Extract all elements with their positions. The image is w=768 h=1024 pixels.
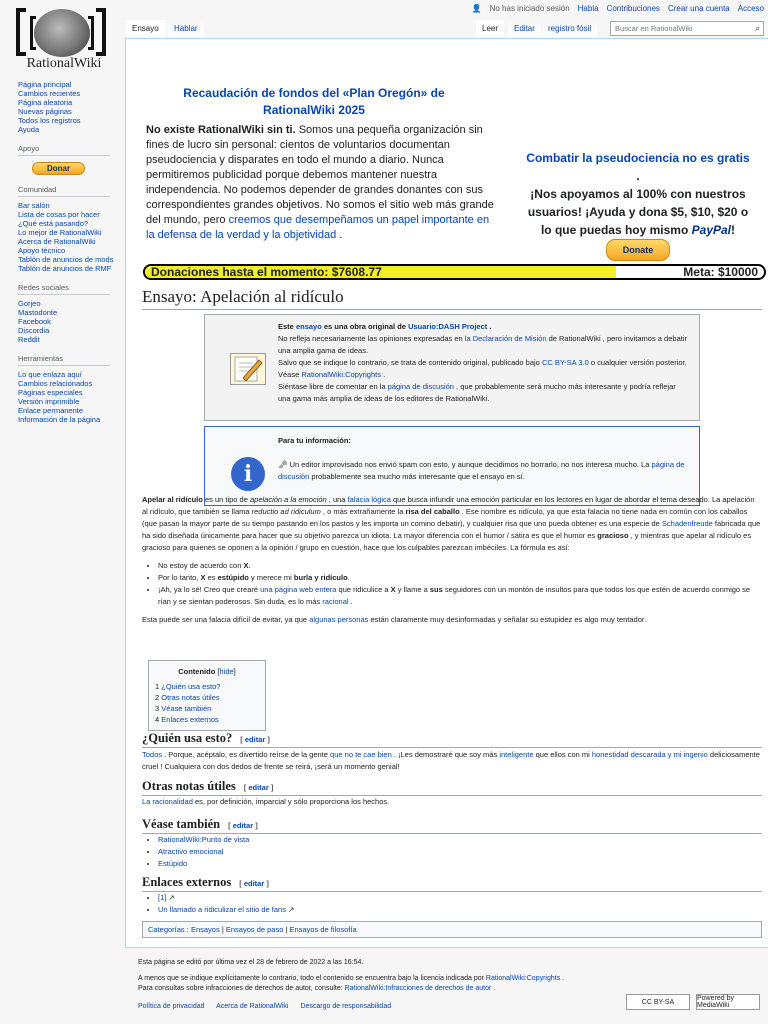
section-title: ¿Quién usa esto? (142, 731, 233, 745)
fundraiser-intro-text: Somos una pequeña organización sin fines de lucro sin personal: cientos de voluntarios documentan pseudociencia y disparates en todo el mundo a diario. Nunca permitiremos publicidad porque debemos mantener nuestra independencia. No podemos depender de grandes donantes con sus correspondientes grandes objetivos. No somos el sitio web más grande del mundo, pero (146, 124, 494, 226)
notice-text: Este (278, 322, 296, 331)
list-item (158, 834, 762, 846)
external-link-icon: ↗ (166, 893, 175, 902)
mediawiki-badge[interactable] (696, 994, 760, 1010)
sidebar-item[interactable]: Página aleatoria (18, 98, 73, 107)
section-heading-external: Enlaces externos [ editar ] (142, 875, 762, 892)
external-link[interactable]: Un llamado a ridiculizar el sitio de fans (158, 905, 286, 914)
toc-link[interactable]: Véase también (161, 704, 212, 713)
sidebar-item[interactable]: Tablón de anuncios de mods (18, 255, 114, 264)
section-title: Enlaces externos (142, 875, 232, 889)
text: y merece mi (248, 573, 294, 582)
talk-page-link[interactable]: página de discusión (387, 382, 454, 391)
sidebar-heading: Apoyo (18, 144, 110, 156)
toc-title: Contenido (178, 667, 216, 676)
license-link[interactable]: CC BY-SA 3.0 (541, 358, 589, 367)
list-item: • No estoy de acuerdo con X. (158, 560, 762, 572)
sidebar-support (18, 144, 124, 175)
sidebar-item[interactable]: Reddit (18, 335, 40, 344)
talk-page-link[interactable]: página de discusión (278, 460, 685, 481)
page-title: Ensayo: Apelación al ridículo (142, 287, 762, 310)
sidebar-heading: Redes sociales (18, 283, 110, 295)
section-title: Véase también (142, 817, 221, 831)
text: A menos que se indique explícitamente lo contrario, todo el contenido se encuentra bajo la licencia indicada por (138, 975, 486, 982)
sidebar-item[interactable]: Cambios relacionados (18, 379, 93, 388)
donation-raised-label: Donaciones hasta el momento: $7608.77 (151, 265, 382, 279)
personal-tools (472, 4, 764, 13)
article-link[interactable]: honestidad descarada y mi ingenio (591, 750, 708, 759)
notice-text: Salvo que se indique lo contrario, se trata de contenido original, publicado bajo (278, 358, 542, 367)
sidebar-item[interactable]: Información de la página (18, 415, 101, 424)
text: que busca infundir una emoción particular en los lectores en lugar de abordar el tema deseado. La apelación al ridículo, que también se llama (142, 495, 755, 516)
text: están claramente muy desinformadas y señalar su estupidez es algo muy tentador. (368, 615, 647, 624)
main-content (125, 38, 768, 948)
term: X (243, 561, 249, 570)
tab-edit[interactable]: Editar (508, 20, 541, 38)
text: deliciosamente cruel ! Cualquiera con dos dedos de frente se reirá, ¡será un momento genial! (142, 750, 760, 771)
section-heading-notes: Otras notas útiles [ editar ] (142, 779, 762, 796)
list-item (158, 858, 762, 870)
mission-link[interactable]: la Declaración de Misión (464, 334, 547, 343)
anon-status: No has iniciado sesión (489, 4, 570, 13)
sidebar-navigation (18, 80, 124, 134)
fundraiser-intro-link[interactable]: creemos que desempeñamos un papel importante en la defensa de la verdad y la objetividad (146, 214, 490, 241)
section-edit-link[interactable]: editar (248, 783, 269, 792)
section-edit-link[interactable]: editar (244, 735, 266, 744)
section-edit-link[interactable]: editar (232, 821, 254, 830)
paypal-logo: PayPal (691, 223, 732, 237)
toc-link[interactable]: ¿Quién usa esto? (161, 682, 221, 691)
term: X (200, 573, 206, 582)
term: apelación a la emoción (249, 495, 327, 504)
section-see-also-body (142, 834, 762, 870)
text: ¡Ah, ya lo sé! Creo que crearé (158, 585, 261, 594)
toc-number: 3 (155, 704, 160, 713)
term: X (390, 585, 396, 594)
license-info: A menos que se indique explícitamente lo contrario, todo el contenido se encuentra bajo la licencia indicada por RationalWiki:Copyrights . Para consultas sobre infracciones de derechos de autor, consulte: RationalWiki:Infracciones de derechos de autor . (138, 975, 565, 992)
see-also-link[interactable]: Estúpido (158, 859, 188, 868)
paypal-donate-button[interactable]: Donate (606, 239, 671, 261)
sidebar-item[interactable]: Lo mejor de RationalWiki (18, 228, 102, 237)
term: sus (429, 585, 443, 594)
essay-link[interactable]: ensayo (295, 322, 322, 331)
logo-bracket-inner-right (88, 16, 94, 50)
donate-button[interactable]: Donar (32, 162, 85, 175)
article-link[interactable]: algunas personas (309, 615, 369, 624)
fyi-heading: Para tu información: (278, 436, 351, 445)
toc-item[interactable] (155, 714, 259, 725)
toc-header: Contenido [hide] (178, 667, 236, 676)
sidebar-item[interactable]: Acerca de RationalWiki (18, 237, 96, 246)
tab-read[interactable]: Leer (476, 20, 504, 38)
mediawiki-badge-text: Powered by MediaWiki (697, 995, 734, 1009)
logo-bracket-left (16, 8, 26, 56)
text: y llame a (395, 585, 430, 594)
category-bar: Categorías : Ensayos | Ensayos de paso | Ensayos de filosofía (142, 921, 762, 938)
create-account-link[interactable]: Crear una cuenta (667, 4, 730, 13)
essay-notice-text: Este ensayo es una obra original de Usuario:DASH Project . No refleja necesariamente las opiniones expresadas en la Declaración de Misión de RationalWiki , pero invitamos a debatir una amplia gama de ideas. Salvo que se indique lo contrario, se trata de contenido original, publicado bajo CC BY-SA 3.0 o cualquier versión posterior. Véase RationalWiki:Copyrights . Siéntase libre de comentar en la página de discusión , que probablemente será mucho más interesante y podría reflejar una gama más amplia de ideas de los editores de RationalWiki. (278, 322, 687, 403)
toc-link[interactable]: Otras notas útiles (161, 693, 220, 702)
term: burla y ridículo (293, 573, 348, 582)
category-link[interactable]: Ensayos (190, 925, 220, 934)
license-link[interactable]: RationalWiki:Copyrights (485, 975, 561, 982)
toc-number: 4 (155, 715, 160, 724)
logo-bracket-right (96, 8, 106, 56)
user-icon: 👤 (471, 4, 482, 13)
toc-number: 2 (155, 693, 160, 702)
login-link[interactable]: Acceso (737, 4, 764, 13)
list-item: • ¡Ah, ya lo sé! Creo que crearé una página web entera que ridiculice a X y llame a sus seguidores con un montón de insultos para que todos los que estén de acuerdo conmigo se rían y se sientan poderosos. Sin duda, es lo más racional . (158, 584, 762, 608)
sidebar-item[interactable]: Apoyo técnico (18, 246, 66, 255)
section-who-body (142, 749, 762, 773)
text: es (205, 573, 218, 582)
sidebar-item[interactable]: Cambios recientes (18, 89, 81, 98)
sidebar-item[interactable]: Facebook (18, 317, 51, 326)
term: gracioso (597, 531, 629, 540)
see-also-link[interactable]: Atractivo emocional (158, 847, 224, 856)
appeal-text: ¡Nos apoyamos al 100% con nuestros usuarios! ¡Ayuda y dona $5, $10, $20 o lo que puedas hoy mismo (527, 187, 749, 237)
text: Para consultas sobre infracciones de derechos de autor, consulte: (138, 985, 345, 992)
sidebar-item[interactable]: Tablón de anuncios de RMF (18, 264, 112, 273)
donation-goal-label: Meta: $10000 (683, 265, 758, 279)
sidebar-item[interactable]: Todos los registros (18, 116, 81, 125)
section-notes-body (142, 796, 762, 808)
logo-wordmark: RationalWiki (26, 56, 102, 71)
sidebar-item[interactable]: Gorjeo (18, 299, 41, 308)
sidebar-item[interactable]: Bar salón (18, 201, 50, 210)
notice-text: Siéntase libre de comentar en la (278, 382, 388, 391)
sidebar-heading: Comunidad (18, 185, 110, 197)
list-item (158, 846, 762, 858)
fyi-text: probablemente sea mucho más interesante que el ensayo en sí. (309, 472, 525, 481)
text: es un tipo de (202, 495, 250, 504)
notice-text: de RationalWiki , pero invitamos a debatir una amplia gama de ideas. (278, 334, 687, 355)
disclaimer-link[interactable]: Descargo de responsabilidad (300, 1003, 392, 1010)
paragraph (142, 614, 762, 626)
footer-badges (626, 994, 760, 1010)
text: . Ese nombre es ridículo, ya que esta falacia no tiene nada en común con los caballos (que pasan la mayor parte de su tiempo pastando en los pastos y les importa un comino debatir), y cualquier risa que uno pueda obtener es una especie de (142, 507, 748, 528)
cc-license-badge[interactable] (626, 994, 690, 1010)
section-external-body (142, 892, 762, 916)
text: , y mientras que apelar al ridículo es gracioso para quienes se oponen a la opinión / grupo en cuestión, hace que los culpables parezcan imbéciles. La fórmula es así: (142, 531, 752, 552)
infringement-link[interactable]: RationalWiki:Infracciones de derechos de autor (344, 985, 492, 992)
toc-link[interactable]: Enlaces externos (161, 715, 219, 724)
sidebar-social (18, 283, 124, 344)
fundraiser-intro: No existe RationalWiki sin ti. Somos una pequeña organización sin fines de lucro sin personal: cientos de voluntarios documentan pseudociencia y disparates en todo el mundo a diario. Nunca permitiremos publicidad porque debemos mantener nuestra independencia. No podemos depender de grandes donantes con sus correspondientes grandes objetivos. No somos el sitio web más grande del mundo, pero creemos que desempeñamos un papel importante en la defensa de la verdad y la objetividad . (146, 124, 494, 241)
sidebar-item[interactable]: Lista de cosas por hacer (18, 210, 100, 219)
site-logo[interactable] (14, 6, 114, 70)
list-item (158, 904, 762, 916)
toc-number: 1 (155, 682, 160, 691)
text: . Porque, acéptalo, es divertido reírse de la gente (162, 750, 331, 759)
talk-link[interactable]: Habla (577, 4, 599, 13)
last-edited: Esta página se editó por última vez el 28 de febrero de 2022 a las 16:54. (138, 959, 364, 966)
cc-badge-text: CC BY-SA (641, 998, 675, 1006)
external-link[interactable]: [1] (158, 893, 167, 902)
term: risa del caballo (405, 507, 460, 516)
article-link[interactable]: Schadenfreude (661, 519, 713, 528)
toc-item[interactable] (155, 692, 259, 703)
sidebar-item[interactable]: Enlace permanente (18, 406, 84, 415)
list-item (158, 892, 762, 904)
article-link[interactable]: que no te cae bien (330, 750, 392, 759)
formula-list (158, 560, 762, 608)
sidebar-item[interactable]: Discordia (18, 326, 50, 335)
toc-hide-link[interactable]: hide (219, 667, 234, 676)
text: . ¡Les demostraré que soy más (391, 750, 500, 759)
fundraiser-appeal: Combatir la pseudociencia no es gratis . ¡Nos apoyamos al 100% con nuestros usuarios! ¡Ayuda y dona $5, $10, $20 o lo que puedas hoy mismo PayPal! Donate (524, 149, 752, 261)
search-placeholder: Buscar en RationalWiki (615, 24, 693, 33)
categories-link[interactable]: Categorías (148, 925, 185, 934)
sidebar-heading: Herramientas (18, 354, 110, 366)
info-icon: i (231, 457, 265, 491)
article-link[interactable]: racional (322, 597, 349, 606)
sidebar-item[interactable]: Ayuda (18, 125, 40, 134)
tab-essay[interactable]: Ensayo (126, 20, 165, 38)
section-title: Otras notas útiles (142, 779, 236, 793)
sidebar-community (18, 185, 124, 273)
pseudoscience-link[interactable]: Combatir la pseudociencia no es gratis (526, 151, 750, 165)
notice-text: o cualquier versión posterior. Véase (278, 358, 687, 379)
sidebar-tools (18, 354, 124, 424)
toc-item[interactable] (155, 681, 259, 692)
text: , una (326, 495, 348, 504)
text: Esta puede ser una falacia difícil de evitar, ya que (142, 615, 310, 624)
category-link[interactable]: Ensayos de paso (225, 925, 284, 934)
see-also-link[interactable]: RationalWiki:Punto de vista (158, 835, 250, 844)
sidebar-item[interactable]: Lo que enlaza aquí (18, 370, 82, 379)
sidebar-item[interactable]: Páginas especiales (18, 388, 83, 397)
list-item: • Por lo tanto, X es estúpido y merece mi burla y ridículo. (158, 572, 762, 584)
section-heading-who: ¿Quién usa esto? [ editar ] (142, 731, 762, 748)
article-body (142, 494, 762, 632)
search-input[interactable] (610, 21, 764, 36)
tab-history[interactable]: registro fósil (542, 20, 597, 38)
author-link[interactable]: Usuario:DASH Project (408, 322, 488, 331)
term: Apelar al ridículo (142, 495, 203, 504)
fyi-notice-text (278, 435, 688, 483)
sidebar-item[interactable]: Mastodonte (18, 308, 58, 317)
sidebar (0, 80, 124, 434)
key-icon: 🗝 (278, 460, 288, 469)
text: que ridiculice a (336, 585, 391, 594)
table-of-contents (148, 660, 266, 731)
contributions-link[interactable]: Contribuciones (606, 4, 660, 13)
tab-talk[interactable]: Hablar (168, 20, 204, 38)
article-link[interactable]: La racionalidad (142, 797, 193, 806)
notice-text: , que probablemente será mucho más interesante y podría reflejar una gama más amplia de ideas de los editores de RationalWiki. (278, 382, 676, 403)
toc-item[interactable] (155, 703, 259, 714)
pencil-icon (230, 353, 266, 385)
notice-text: No refleja necesariamente las opiniones expresadas en (278, 334, 465, 343)
text: Por lo tanto, (158, 573, 201, 582)
article-link[interactable]: Todos (142, 750, 163, 759)
fundraiser-intro-bold: No existe RationalWiki sin ti. (146, 124, 296, 136)
term: estúpido (217, 573, 249, 582)
text: seguidores con un montón de insultos para que todos los que estén de acuerdo conmigo se rían y se sientan poderosos. Sin duda, es lo más (158, 585, 751, 606)
privacy-link[interactable]: Política de privacidad (138, 1003, 205, 1010)
term: reductio ad ridiculum (251, 507, 321, 516)
article-link[interactable]: falacia lógica (347, 495, 391, 504)
text: fabricada que ha sido diseñada únicamente para hacer que su objetivo parezca un idiota. La mayor diferencia con el humor / sátira es que el humor es (142, 519, 761, 540)
donation-progress-bar (143, 264, 766, 280)
section-edit-link[interactable]: editar (243, 879, 265, 888)
about-link[interactable]: Acerca de RationalWiki (216, 1003, 289, 1010)
text: No estoy de acuerdo con (158, 561, 244, 570)
copyrights-link[interactable]: RationalWiki:Copyrights (301, 370, 381, 379)
fundraiser-title: Recaudación de fondos del «Plan Oregón» de RationalWiki 2025 (183, 86, 445, 117)
external-link-icon: ↗ (285, 905, 295, 914)
category-link[interactable]: Ensayos de filosofía (289, 925, 357, 934)
essay-notice-box (204, 314, 700, 421)
article-link[interactable]: una página web entera (260, 585, 337, 594)
text: es, por definición, imparcial y sólo proporciona los hechos. (192, 797, 390, 806)
sidebar-item[interactable]: ¿Qué está pasando? (18, 219, 89, 228)
article-link[interactable]: inteligente (499, 750, 534, 759)
text: que ellos con mi (533, 750, 592, 759)
sidebar-item[interactable]: Nuevas páginas (18, 107, 72, 116)
search-icon[interactable]: ⌕ (754, 23, 760, 33)
section-heading-see-also: Véase también [ editar ] (142, 817, 762, 834)
notice-text: es una obra original de (321, 322, 409, 331)
fyi-text: Un editor improvisado nos envió spam con esto, y aunque decidimos no borrarlo, no nos interesa mucho. La (287, 460, 652, 469)
text: , o más extrañamente la (320, 507, 406, 516)
brain-icon (34, 9, 90, 57)
paragraph (142, 494, 762, 554)
sidebar-item[interactable]: Página principal (18, 80, 72, 89)
sidebar-item[interactable]: Versión imprimible (18, 397, 80, 406)
